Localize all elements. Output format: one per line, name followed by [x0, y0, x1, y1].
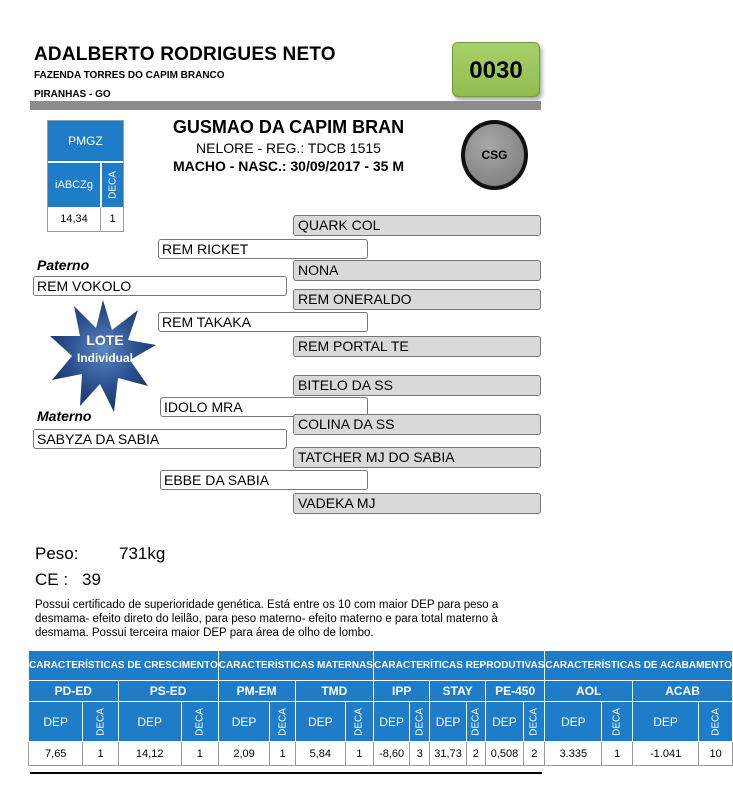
pedigree-dam-sire-sire: BITELO DA SS	[293, 375, 541, 396]
dep-value: 7,65	[29, 742, 83, 766]
dep-table	[28, 650, 733, 766]
deca-label: DECA	[470, 707, 482, 736]
deca-value: 1	[83, 742, 118, 766]
dep-label: DEP	[485, 702, 523, 742]
description-text: Possui certificado de superioridade genética. Está entre os 10 com maior DEP para peso a desmama- efeito direto do leilão, para peso materno- efeito materno e para total materno à desmama. Possui terceira maior DEP para área de olho de lombo.	[35, 599, 499, 639]
animal-birth: MACHO - NASC.: 30/09/2017 - 35 M	[172, 158, 405, 174]
deca-label: DECA	[414, 707, 426, 736]
header-divider	[30, 101, 541, 110]
trait-header: IPP	[373, 681, 429, 702]
dep-value-row	[29, 742, 733, 766]
group-reprodutivas: CARACTERÍTICAS REPRODUTIVAS	[373, 651, 544, 681]
index-divider	[100, 208, 101, 232]
deca-header	[270, 702, 295, 742]
dep-label: DEP	[295, 702, 345, 742]
pedigree-sire-dam-dam: REM PORTAL TE	[293, 336, 541, 357]
deca-value: 3	[410, 742, 430, 766]
dep-value: -8,60	[373, 742, 409, 766]
paterno-label: Paterno	[37, 257, 90, 273]
pedigree-dam-sire-dam: COLINA DA SS	[293, 414, 541, 435]
pedigree-dam-sire: IDOLO MRA	[160, 397, 368, 417]
owner-name: ADALBERTO RODRIGUES NETO	[34, 44, 336, 65]
deca-header	[345, 702, 373, 742]
dep-trait-row	[29, 681, 733, 702]
index-box-title: PMGZ	[48, 121, 123, 161]
dep-label: DEP	[633, 702, 699, 742]
deca-value: 1	[270, 742, 295, 766]
dep-label: DEP	[29, 702, 83, 742]
pedigree-sire: REM VOKOLO	[33, 276, 287, 296]
pedigree-dam: SABYZA DA SABIA	[33, 429, 287, 449]
deca-header	[699, 702, 733, 742]
lot-number-badge: 0030	[452, 42, 540, 97]
animal-registration: NELORE - REG.: TDCB 1515	[196, 140, 381, 156]
pedigree-sire-dam: REM TAKAKA	[158, 312, 368, 332]
trait-header: PM-EM	[218, 681, 295, 702]
index-deca-value: 1	[109, 213, 116, 225]
dep-value: 2,09	[218, 742, 270, 766]
deca-value: 1	[181, 742, 218, 766]
dep-label: DEP	[545, 702, 602, 742]
deca-label: DECA	[194, 707, 206, 736]
csg-badge: CSG	[461, 120, 528, 190]
farm-city: PIRANHAS - GO	[34, 89, 111, 100]
lote-sublabel: Individual	[76, 351, 133, 365]
deca-value: 2	[524, 742, 545, 766]
deca-label: DECA	[277, 707, 289, 736]
deca-label: DECA	[95, 707, 107, 736]
pedigree-sire-sire-sire: QUARK COL	[293, 215, 541, 236]
farm-name: FAZENDA TORRES DO CAPIM BRANCO	[34, 70, 225, 81]
dep-kind-row	[29, 702, 733, 742]
trait-header: AOL	[545, 681, 633, 702]
deca-header	[83, 702, 118, 742]
trait-header: ACAB	[633, 681, 733, 702]
deca-label: DECA	[710, 707, 722, 736]
deca-value: 2	[466, 742, 485, 766]
deca-value: 1	[602, 742, 633, 766]
index-deca-label: DECA	[107, 171, 118, 199]
pedigree-sire-dam-sire: REM ONERALDO	[293, 289, 541, 310]
ce-value: 39	[82, 570, 101, 589]
dep-value: 14,12	[118, 742, 181, 766]
peso-label: Peso:	[35, 544, 79, 563]
dep-label: DEP	[430, 702, 466, 742]
deca-label: DECA	[611, 707, 623, 736]
group-maternas: CARACTERÍSTICAS MATERNAS	[218, 651, 373, 681]
index-label: iABCZg	[48, 163, 100, 207]
trait-header: PS-ED	[118, 681, 218, 702]
bottom-divider	[30, 772, 542, 774]
pedigree-dam-dam: EBBE DA SABIA	[160, 470, 368, 490]
deca-value: 1	[345, 742, 373, 766]
deca-header	[466, 702, 485, 742]
dep-value: 5,84	[295, 742, 345, 766]
dep-group-row	[29, 651, 733, 681]
index-value: 14,34	[60, 213, 88, 225]
pedigree-sire-sire: REM RICKET	[158, 239, 368, 259]
dep-value: -1.041	[633, 742, 699, 766]
trait-header: TMD	[295, 681, 373, 702]
deca-header	[410, 702, 430, 742]
trait-header: PE-450	[485, 681, 545, 702]
deca-header	[524, 702, 545, 742]
dep-value: 0,508	[485, 742, 523, 766]
lote-label: LOTE	[86, 332, 124, 348]
dep-value: 31,73	[430, 742, 466, 766]
deca-header	[602, 702, 633, 742]
deca-label: DECA	[353, 707, 365, 736]
ce-label: CE :	[35, 570, 69, 589]
group-crescimento: CARACTERÍSTICAS DE CRESCIMENTO	[29, 651, 219, 681]
index-deca-header	[102, 163, 123, 207]
peso-value: 731kg	[119, 544, 166, 563]
dep-label: DEP	[373, 702, 409, 742]
deca-header	[181, 702, 218, 742]
dep-label: DEP	[218, 702, 270, 742]
trait-header: PD-ED	[29, 681, 119, 702]
trait-header: STAY	[430, 681, 485, 702]
deca-value: 10	[699, 742, 733, 766]
pedigree-dam-dam-sire: TATCHER MJ DO SABIA	[293, 447, 541, 468]
dep-value: 3.335	[545, 742, 602, 766]
animal-name: GUSMAO DA CAPIM BRAN	[172, 117, 405, 137]
pedigree-dam-dam-dam: VADEKA MJ	[293, 493, 541, 514]
deca-label: DECA	[528, 707, 540, 736]
materno-label: Materno	[37, 408, 92, 424]
group-acabamento: CARACTERÍSTICAS DE ACABAMENTO	[545, 651, 733, 681]
dep-label: DEP	[118, 702, 181, 742]
pedigree-sire-sire-dam: NONA	[293, 260, 541, 281]
